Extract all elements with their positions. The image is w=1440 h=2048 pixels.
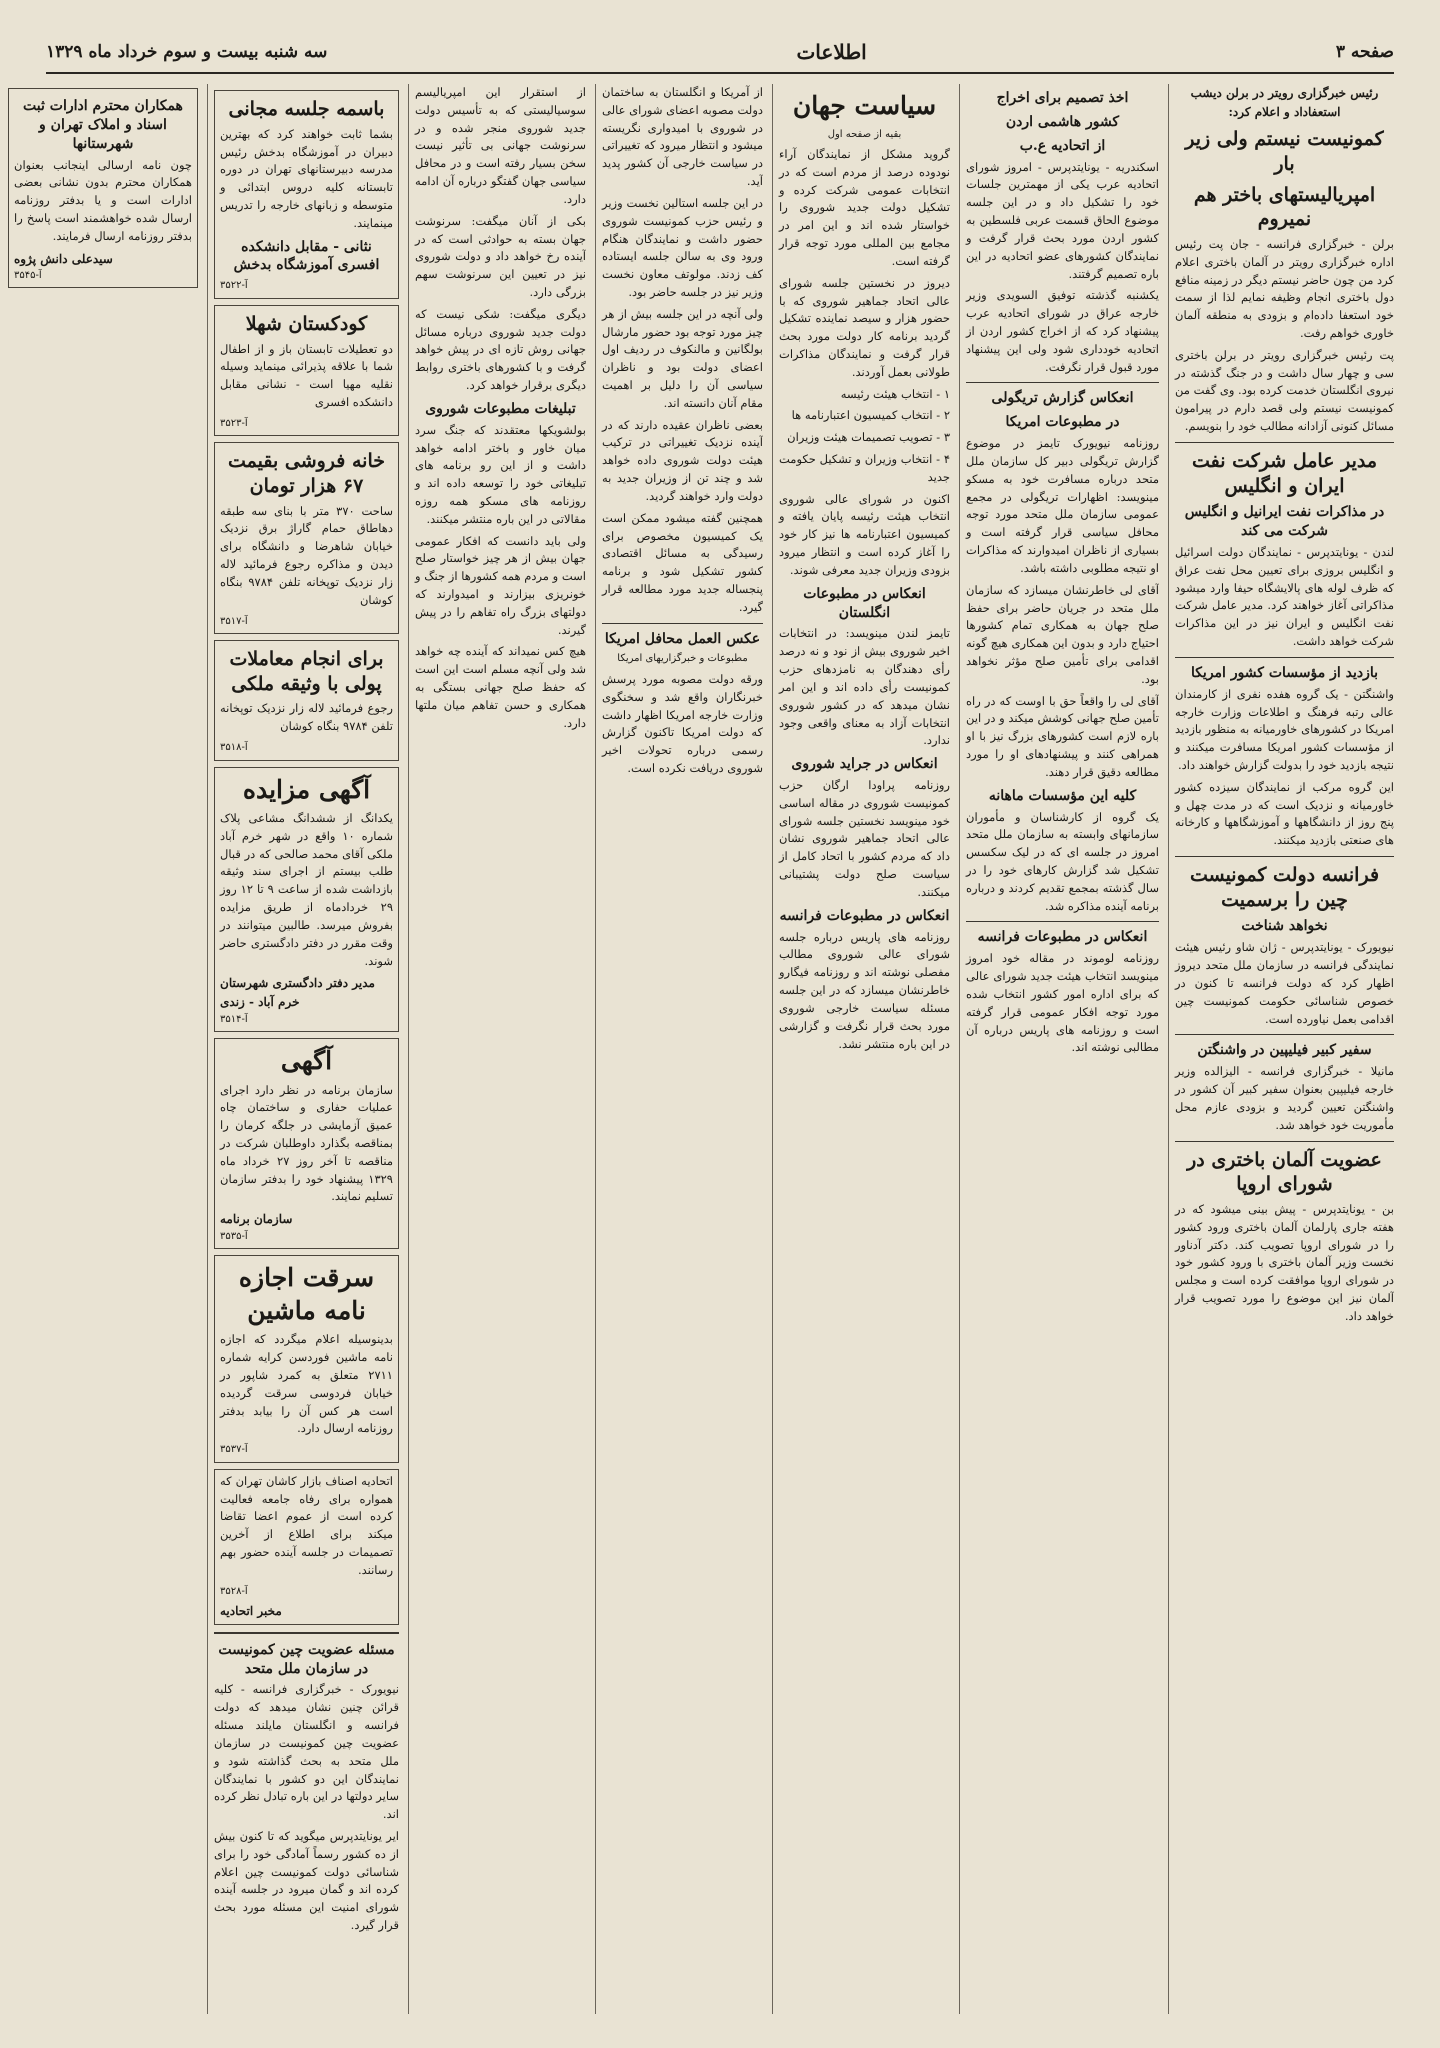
germany-title: عضویت آلمان باختری در شورای اروپا — [1187, 1148, 1382, 1196]
divider — [1175, 1141, 1394, 1142]
ad-body: بدینوسیله اعلام میگردد که اجازه نامه ماشین فوردسن کرایه شماره ۲۷۱۱ متعلق به کمرد شاپور در خیابان فردوسی سرقت گردیده است هر کس آن را بیابد بدفتر روزنامه ارسال دارد. — [220, 1332, 393, 1436]
col4-body-4: بعضی ناظران عقیده دارند که در آینده نزدیک تغییراتی در ترکیب هیئت دولت شوروی داده خواهد شد و چند تن از وزیران جدید به دولت وارد خواهند گردید. — [602, 417, 763, 503]
reflection-body-2: آقای لی خاطرنشان میسازد که سازمان ملل متحد در جریان حاضر برای حفظ صلح جهان به همکاری تمام کشورها احتیاج دارد و بدون این همکاری هیچ گونه اقدامی برای تأمین صلح مؤثر نخواهد بود. — [966, 582, 1159, 686]
oil-title-1: مدیر عامل شرکت نفت ایران و انگلیس — [1191, 449, 1378, 497]
ad-ref: آ-۳۵۱۷ — [220, 615, 248, 627]
reflection-title-2: در مطبوعات امریکا — [1005, 414, 1120, 431]
registry-notice-ref: آ-۳۵۴۵ — [14, 270, 42, 282]
arab-title-1: اخذ تصمیم برای اخراج — [996, 90, 1129, 106]
england-body: تایمز لندن مینویسد: در انتخابات اخیر شوروی بیش از نود و نه درصد رأی دهندگان به نامزدهای حزب کمونیست رأی داده اند و این امر نشان میدهد که در کشور شوروی انتخابات آزاد به معنای واقعی وجود ندارد. — [779, 626, 950, 748]
ad-title: سرقت اجازه نامه ماشین — [238, 1263, 375, 1325]
ad-house-sale — [214, 442, 399, 634]
politics-body-2: دیروز در نخستین جلسه شورای عالی اتحاد جماهیر شوروی که با حضور هزار و سیصد نماینده تشکیل گردید برنامه کار دولت مورد بحث قرار گرفت و نمایندگان مذاکرات طولانی بعمل آوردند. — [779, 275, 950, 379]
ad-title: برای انجام معاملات پولی با وثیقه ملکی — [229, 648, 384, 695]
agenda-item-2: ۲ - انتخاب کمیسیون اعتبارنامه ها — [791, 408, 950, 423]
lead-title-1: کمونیست نیستم ولی زیر بار — [1185, 128, 1384, 175]
phil-title: سفیر کبیر فیلیپین در واشنگتن — [1197, 1042, 1372, 1059]
col5-body-2: بکی از آنان میگفت: سرنوشت جهان بسته به حوادثی است که در آینده رخ خواهد داد و دولت شوروی نیز در تعیین این سرنوشت سهم بزرگی دارد. — [415, 213, 586, 299]
agenda-item-3: ۳ - تصویب تصمیمات هیئت وزیران — [787, 430, 950, 445]
registry-notice — [8, 88, 198, 288]
reflection-body-3: آقای لی را واقعاً حق با اوست که در راه تأمین صلح جهانی کوشش میکند و در این باره لازم است کشورهای بزرگ نیز با او همراهی کنند و پیشنهادهای او را مورد مطالعه دقیق قرار دهند. — [966, 693, 1159, 779]
continued-label: بقیه از صفحه اول — [827, 128, 902, 140]
ad-loans — [214, 640, 399, 761]
divider — [214, 1632, 399, 1634]
arab-title-2: کشور هاشمی اردن — [1005, 113, 1120, 130]
ad-signature: مدیر دفتر دادگستری شهرستان خرم آباد - زندی — [220, 976, 375, 1009]
england-title: انعکاس در مطبوعات انگلستان — [803, 585, 926, 621]
divider — [966, 921, 1159, 922]
world-politics-title: سیاست جهان — [792, 91, 937, 120]
french-press-title: انعکاس در مطبوعات فرانسه — [779, 907, 950, 924]
ad-body: سازمان برنامه در نظر دارد اجرای عملیات حفاری و ساختمان چاه عمیق آزمایشی در جلگه کرمان را بمناقصه بگذارد داوطلبان شرکت در مناقصه تا آخر روز ۲۷ خرداد ماه ۱۳۲۹ پیشنهاد خود را بدفتر سازمان تسلیم نمایند. — [220, 1082, 393, 1204]
union-body: اتحادیه اصناف بازار کاشان تهران که همواره برای رفاه جامعه فعالیت کرده است از عموم اعضا تقاضا میکند برای اطلاع از آخرین تصمیمات در جلسه آینده حضور بهم رسانند. — [220, 1473, 393, 1577]
union-notice — [214, 1469, 399, 1625]
ad-ref: آ-۳۵۱۸ — [220, 742, 248, 754]
col4-body-2: در این جلسه استالین نخست وزیر و رئیس حزب کمونیست شوروی حضور داشت و نمایندگان هنگام ورود وی به سالن جلسه ایستاده کف زدند. مولوتف معاون نخست وزیر نیز در جلسه حاضر بود. — [602, 195, 763, 299]
arab-title-3: از اتحادیه ع.ب — [1019, 137, 1106, 154]
ad-tender — [214, 1038, 399, 1249]
soviet-press-title: انعکاس در جراید شوروی — [791, 756, 938, 773]
politics-body-3: اکنون در شورای عالی شوروی انتخاب هیئت رئیسه پایان یافته و کمیسیون اعتبارنامه ها نیز کار خود را آغاز کرده است و انتظار میرود بزودی وزیران جدید معرفی شوند. — [779, 491, 950, 577]
visit-body: واشنگتن - یک گروه هفده نفری از کارمندان عالی رتبه فرهنگ و اطلاعات وزارت خارجه امریکا در کشورهای خاورمیانه به منظور بازدید از مؤسسات کشور امریکا مسافرت میکنند و نتیجه بازدید خود را بدولت گزارش خواهند داد. — [1175, 686, 1394, 773]
col5-body-1: از استقرار این امپریالیسم سوسیالیستی که به تأسیس دولت جدید شوروی منجر شده و در سرنوشت جهانی بی تأثیر نیست سخن بسیار رفته است و در محافل سیاسی جهان گفتگو درباره آن ادامه دارد. — [415, 85, 586, 206]
divider — [1175, 442, 1394, 443]
divider — [966, 382, 1159, 383]
agencies-body: یک گروه از کارشناسان و مأموران سازمانهای وابسته به سازمان ملل متحد امروز در جلسه ای که در لیک سکسس تشکیل شد گزارش کارهای خود را در سال گذشته بمجمع تقدیم کردند و درباره برنامه آینده مذاکره شد. — [966, 809, 1159, 913]
lead-body-2: پت رئیس خبرگزاری رویتر در برلن باختری سی و چهار سال داشت و در جنگ گذشته در نیروی انگلستان خدمت کرده بود. وی گفت من کمونیست نیستم ولی قصد دارم در پیرامون مسائل کنونی آزادانه مطالب خود را بنویسم. — [1175, 347, 1394, 434]
american-reaction-title: عکس العمل محافل امریکا — [604, 630, 761, 647]
france-body: نیویورک - یونایتدپرس - ژان شاو رئیس هیئت نمایندگی فرانسه در سازمان ملل متحد دیروز اظهار کرد که دولت فرانسه تا کنون در خصوص شناسائی حکومت کمونیست چین اقدامی بعمل نیاورده است. — [1175, 940, 1394, 1026]
reflection-title: انعکاس گزارش تریگولی — [991, 390, 1134, 407]
lead-kicker: رئیس خبرگزاری رویتر در برلن دیشب استعفاداد و اعلام کرد: — [1190, 86, 1379, 119]
france-title: فرانسه دولت کمونیست چین را برسمیت — [1189, 864, 1380, 911]
agenda-item-1: ۱ - انتخاب هیئت رئیسه — [840, 386, 950, 401]
column-4 — [595, 84, 763, 2014]
registry-notice-signature: سیدعلی دانش پژوه — [14, 251, 113, 266]
ad-title: کودکستان شهلا — [245, 312, 368, 335]
masthead — [46, 40, 1394, 74]
agencies-title: کلیه این مؤسسات ماهانه — [988, 787, 1137, 804]
agenda-item-4: ۴ - انتخاب وزیران و تشکیل حکومت جدید — [779, 452, 950, 484]
ad-address: نثانی - مقابل دانشکده افسری آموزشگاه بدخش — [233, 238, 380, 274]
divider — [1175, 657, 1394, 658]
politics-body-1: گروید مشکل از نمایندگان آراء نودوده درصد از مردم است که در انتخابات عمومی شرکت کرده و تشکیل دولت جدید شوروی را خواستار شده اند و این امر در مجامع بین المللی مورد توجه قرار گرفته است. — [779, 147, 950, 268]
union-signature: مخبر اتحادیه — [220, 1604, 282, 1619]
col5-body-4: بولشویکها معتقدند که جنگ سرد میان خاور و باختر ادامه خواهد داشت و از این رو برنامه های تبلیغاتی خود را توسعه داده اند و روزنامه های مسکو همه روزه مقالاتی در این باره منتشر میکنند. — [415, 422, 586, 526]
column-7 — [2, 84, 198, 2014]
lead-title-2: امپریالیستهای باختر هم نمیروم — [1193, 183, 1376, 231]
visit-body-2: این گروه مرکب از نمایندگان سیزده کشور خاورمیانه و نزدیک است که در مدت چهل و پنج روز از دانشگاهها و آموزشگاهها و کارخانه های صنعتی بازدید میکنند. — [1175, 779, 1394, 848]
ad-auction — [214, 767, 399, 1033]
china-un-title: مسئله عضویت چین کمونیست در سازمان ملل متحد — [218, 1641, 395, 1677]
col4-body-3: ولی آنچه در این جلسه بیش از هر چیز مورد توجه بود حضور مارشال بولگانین و مالنکوف در ردیف اول اعضای دولت بود و ناظران سیاسی آن را دلیل بر اهمیت مقام آنان دانسته اند. — [602, 306, 763, 410]
col4-body-6: ورقه دولت مصوبه مورد پرسش خبرنگاران واقع شد و سخنگوی وزارت خارجه امریکا اظهار داشت که دولت امریکا تاکنون گزارش رسمی درباره تحولات اخیر شوروی دریافت نکرده است. — [602, 671, 763, 776]
ad-body: بشما ثابت خواهند کرد که بهترین دبیران در آموزشگاه بدخش رئیس مدرسه دبیرستانهای تهران در دوره تابستانه کلیه دروس ابتدائی و متوسطه و زبانهای خارجه را تدریس مینمایند. — [220, 126, 393, 230]
press-title: انعکاس در مطبوعات فرانسه — [977, 929, 1148, 946]
soviet-press-body: روزنامه پراودا ارگان حزب کمونیست شوروی در مقاله اساسی خود مینویسد نخستین جلسه شورای عالی اتحاد جماهیر شوروی نشان داد که مردم کشور با اتحاد کامل از سیاست صلح دولت پشتیبانی میکنند. — [779, 778, 950, 899]
registry-notice-title: همکاران محترم ادارات ثبت اسناد و املاک تهران و شهرستانها — [23, 98, 183, 152]
french-press-body: روزنامه های پاریس درباره جلسه شورای عالی شوروی مطالب مفصلی نوشته اند و روزنامه فیگارو خاطرنشان میسازد که در این جلسه مسئله سیاست خارجی شوروی مورد بحث قرار نگرفت و گزارشی در این باره منتشر نشد. — [779, 929, 950, 1051]
ad-title: خانه فروشی بقیمت ۶۷ هزار تومان — [227, 450, 385, 497]
ad-title: آگهی مزایده — [242, 774, 371, 804]
ad-body: دو تعطیلات تابستان باز و از اطفال شما با علاقه پذیرائی مینماید وسیله نقلیه مهیا است - نشانی مقابل دانشکده افسری — [220, 341, 393, 409]
arab-body-2: یکشنبه گذشته توفیق السویدی وزیر خارجه عراق در شورای اتحادیه عرب پیشنهاد کرد که از اخراج کشور اردن از اتحادیه خودداری شود ولی این پیشنهاد مورد قبول قرار نگرفت. — [966, 288, 1159, 374]
ad-body: رجوع فرمائید لاله زار نزدیک توپخانه تلفن ۹۷۸۴ بنگاه کوشان — [220, 701, 393, 734]
registry-notice-body: چون نامه ارسالی اینجانب بعنوان همکاران محترم بدون نشانی بعضی ادارات است و یا بدفتر روزنامه ارسال شده خواهشمند است پاسخ را بدفتر روزنامه ارسال فرمایند. — [14, 157, 192, 243]
ad-ref: آ-۳۵۱۴ — [220, 1013, 248, 1025]
ad-ref: آ-۳۵۲۲ — [220, 280, 248, 292]
china-un-body-2: ایر یونایتدپرس میگوید که تا کنون بیش از ده کشور رسماً آمادگی خود را برای شناسائی دولت کمونیست چین اعلام کرده اند و گمان میرود در جلسه آینده شورای امنیت این مسئله مورد بحث قرار گیرد. — [214, 1828, 399, 1932]
column-6 — [207, 84, 399, 2014]
ad-ref: آ-۳۵۳۷ — [220, 1444, 248, 1456]
china-un-body: نیویورک - خبرگزاری فرانسه - کلیه قرائن چنین نشان میدهد که دولت فرانسه و انگلستان مایلند مسئله عضویت چین کمونیست در سازمان ملل متحد به بحث گذاشته شود و نمایندگان این دو کشور با نمایندگان سایر دولتها در این باره تبادل نظر کرده اند. — [214, 1682, 399, 1822]
ad-kindergarten — [214, 305, 399, 436]
column-1 — [1168, 84, 1394, 2014]
column-5 — [408, 84, 586, 2014]
column-2 — [959, 84, 1159, 2014]
union-ref: آ-۳۵۲۸ — [220, 1585, 248, 1597]
reflection-body-1: روزنامه نیویورک تایمز در موضوع گزارش تریگولی دبیر کل سازمان ملل متحد درباره مسافرت خود به مسکو مینویسد: اظهارات تریگولی در مجمع عمومی سازمان ملل متحد مورد توجه محافل سیاسی قرار گرفته است و بسیاری از ناظران امیدوارند که مذاکرات او نتیجه مطلوبی داشته باشد. — [966, 436, 1159, 575]
germany-body: بن - یونایتدپرس - پیش بینی میشود که در هفته جاری پارلمان آلمان باختری ورود کشور را در شورای اروپا تصویب کند. دکتر آدناور نخست وزیر آلمان باختری با ورود کشور خود در شورای اروپا موافقت کرده است و مجلس آلمان نیز این موضوع را مورد تصویب قرار خواهد داد. — [1175, 1201, 1394, 1323]
col4-body-1: از آمریکا و انگلستان به ساختمان دولت مصوبه اعضای شورای عالی در شوروی با امیدواری نگریسته میشود و انتظار میرود که تغییراتی در سیاست خارجی آن کشور پدید آید. — [602, 85, 763, 189]
american-reaction-sub: مطبوعات و خبرگزاریهای امریکا — [617, 653, 748, 665]
page-number: صفحه ۳ — [1335, 42, 1394, 62]
ad-signature: سازمان برنامه — [220, 1212, 293, 1227]
ad-ref: آ-۳۵۳۵ — [220, 1230, 248, 1242]
column-3 — [772, 84, 950, 2014]
phil-body: مانیلا - خبرگزاری فرانسه - الیزالده وزیر خارجه فیلیپین بعنوان سفیر کبیر آن کشور در واشنگتن تعیین گردید و بزودی عازم محل مأموریت خود خواهد شد. — [1175, 1064, 1394, 1132]
issue-date: سه شنبه بیست و سوم خرداد ماه ۱۳۲۹ — [46, 42, 328, 62]
press-body: روزنامه لوموند در مقاله خود امروز مینویسد انتخاب هیئت جدید شورای عالی که برای اداره امور کشور انتخاب شده مورد توجه افکار عمومی قرار گرفته است و روزنامه های پاریس درباره آن مطالبی نوشته اند. — [966, 951, 1159, 1055]
visit-title: بازدید از مؤسسات کشور امریکا — [1190, 664, 1379, 681]
columns — [14, 84, 1394, 2014]
col5-body-6: هیچ کس نمیداند که آینده چه خواهد شد ولی آنچه مسلم است این است که حفظ صلح جهانی بستگی به همکاری و حسن تفاهم میان ملتها دارد. — [415, 644, 586, 730]
lead-body: برلن - خبرگزاری فرانسه - جان پت رئیس اداره خبرگزاری رویتر در آلمان باختری اعلام کرد من چون حاضر نیستم دیگر در زمینه منافع دول باختری انجام وظیفه نمایم لذا از سمت خود استعفا داده‌ام و بزودی به منطقه آلمان خاوری خواهم رفت. — [1175, 236, 1394, 340]
divider — [602, 623, 763, 624]
divider — [1175, 856, 1394, 857]
france-subtitle: نخواهد شناخت — [1241, 918, 1328, 935]
ad-title: آگهی — [280, 1046, 333, 1076]
col4-body-5: همچنین گفته میشود ممکن است یک کمیسیون مخصوص برای رسیدگی به مسائل اقتصادی کشور تشکیل شود و برنامه پنجساله جدید مورد مطالعه قرار گیرد. — [602, 510, 763, 614]
col5-body-3: دیگری میگفت: شکی نیست که دولت جدید شوروی درباره مسائل جهانی روش تازه ای در پیش خواهد گرفت و با کشورهای باختری روابط دیگری برقرار خواهد کرد. — [415, 306, 586, 392]
arab-body-1: اسکندریه - یونایتدپرس - امروز شورای اتحادیه عرب یکی از مهمترین جلسات خود را تشکیل داد و در این جلسه موضوع الحاق قسمت عربی فلسطین به کشور اردن مورد بحث قرار گرفت و نمایندگان کشورهای عضو اتحادیه در این باره تصمیم گرفتند. — [966, 159, 1159, 281]
soviet-propaganda-title: تبلیغات مطبوعات شوروی — [425, 400, 576, 417]
newspaper-name: اطلاعات — [796, 40, 867, 64]
ad-free-session — [214, 90, 399, 299]
divider — [1175, 1034, 1394, 1035]
ad-body: یکدانگ از ششدانگ مشاعی پلاک شماره ۱۰ واقع در شهر خرم آباد ملکی آقای محمد صالحی که در قبال طلب بیستم از اجرای سند وثیقه بازداشت شده از ساعت ۹ تا ۱۲ روز ۲۹ خردادماه از طریق مزایده بفروش میرسد. طالبین میتوانند در وقت مقرر در دفتر دادگستری حاضر شوند. — [220, 811, 393, 968]
ad-ref: آ-۳۵۲۳ — [220, 417, 248, 429]
ad-title: باسمه جلسه مجانی — [228, 98, 385, 120]
oil-body: لندن - یونایتدپرس - نمایندگان دولت اسرائیل و انگلیس بروزی برای تعیین محل نفت عراق که ظرف لوله های پالایشگاه حیفا وارد میشود مذاکراتی آغاز خواهند کرد. مدیر عامل شرکت نفت انگلیس و ایران نیز در این مذاکرات شرکت خواهد داشت. — [1175, 545, 1394, 649]
col5-body-5: ولی باید دانست که افکار عمومی جهان بیش از هر چیز خواستار صلح است و مردم همه کشورها از جنگ و خونریزی بیزارند و امیدوارند که دولتهای بزرگ راه تفاهم را در پیش گیرند. — [415, 533, 586, 637]
oil-title-2: در مذاکرات نفت ایرانیل و انگلیس شرکت می کند — [1184, 504, 1385, 540]
ad-body: ساحت ۳۷۰ متر با بنای سه طبقه دهاطاق حمام گاراژ برق نزدیک خیابان شاهرضا و دانشگاه برای دیدن و مذاکره رجوع فرمائید لاله زار نزدیک توپخانه تلفن ۹۷۸۴ بنگاه کوشان — [220, 503, 393, 607]
ad-stolen-license — [214, 1255, 399, 1462]
